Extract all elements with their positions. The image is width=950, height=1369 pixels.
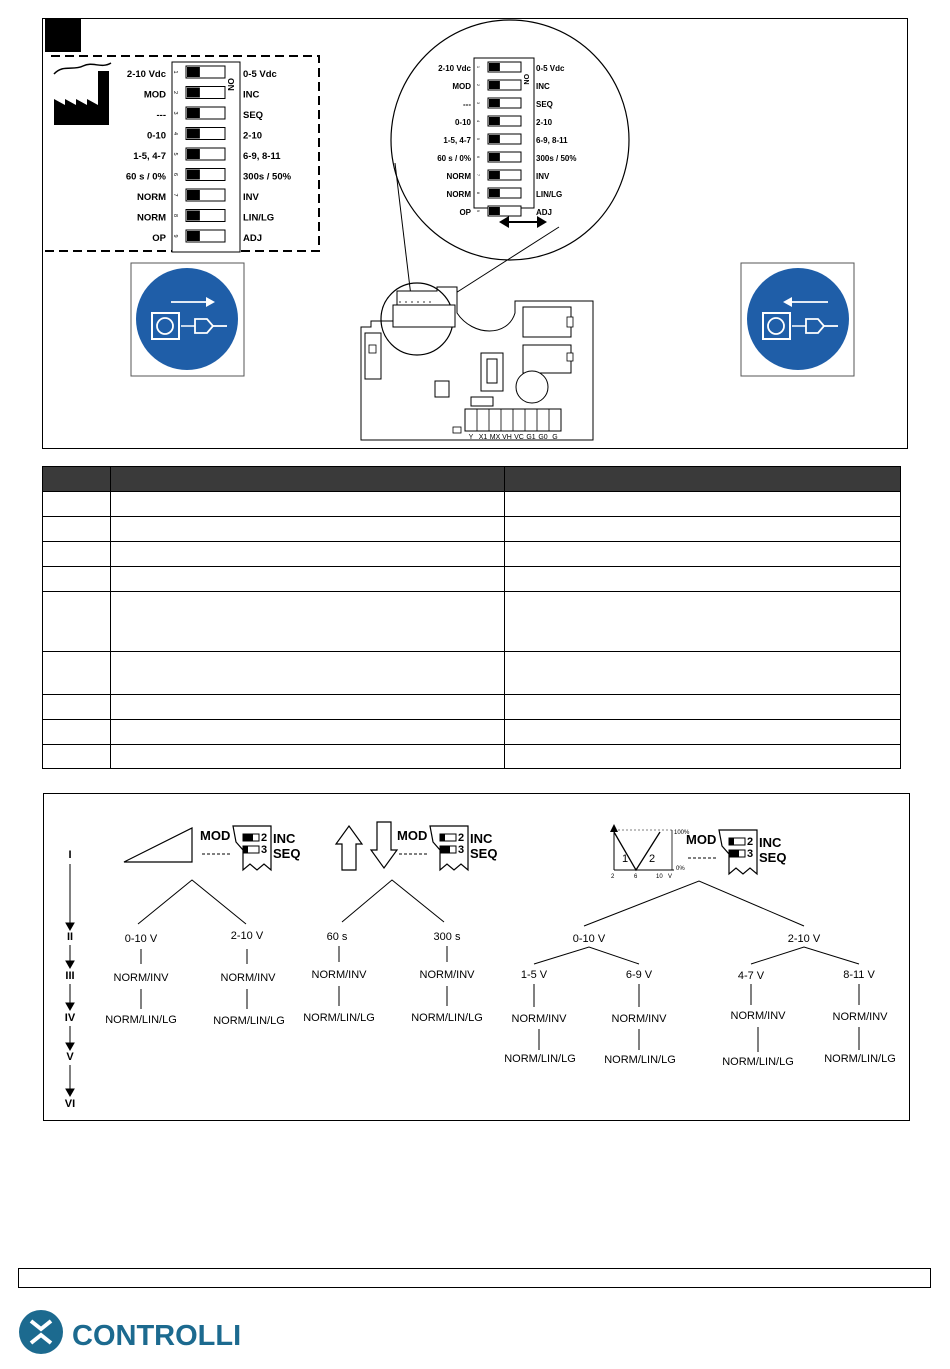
dip-switch-lever xyxy=(187,231,200,241)
switch-number-2: 2 xyxy=(261,832,268,844)
dip-switch-lever xyxy=(187,67,200,77)
sub-range-label: 1-5 V xyxy=(520,969,548,981)
terminal-label: VC xyxy=(514,434,524,441)
switch-label-on: LIN/LG xyxy=(243,212,275,224)
table-cell xyxy=(43,517,111,542)
logo-emblem xyxy=(19,1310,63,1354)
table-row xyxy=(43,695,901,720)
switch-number: 2 xyxy=(476,83,481,87)
terminal-label: G xyxy=(552,434,558,441)
terminal-label: G1 xyxy=(526,434,536,441)
controlli-logo xyxy=(18,1307,318,1357)
on-label: ON xyxy=(522,74,529,85)
inc-label: INC xyxy=(470,831,493,846)
table-cell xyxy=(43,567,111,592)
switch-label-off: 0-10 xyxy=(146,130,166,142)
factory-icon xyxy=(54,63,111,125)
table-cell xyxy=(43,695,111,720)
dip-switch-lever xyxy=(187,190,200,200)
switch-number: 3 xyxy=(172,111,178,115)
dip-switch-lever xyxy=(489,171,500,179)
range-label: 2-10 V xyxy=(787,933,821,945)
switch-label-off: OP xyxy=(459,208,471,217)
dip-switch-lever xyxy=(489,207,500,215)
table-cell xyxy=(505,592,901,652)
mod-label: MOD xyxy=(200,828,231,843)
level-label: V xyxy=(66,1051,74,1063)
table-cell xyxy=(43,492,111,517)
table-row xyxy=(43,720,901,745)
inc-label: INC xyxy=(273,831,296,846)
switch-label-on: ADJ xyxy=(243,233,263,244)
inc-label: INC xyxy=(759,835,782,850)
switch-label-on: 6-9, 8-11 xyxy=(536,136,568,145)
circuit-board xyxy=(361,283,593,441)
terminal-label: X1 xyxy=(478,434,488,441)
direction-label: NORM/INV xyxy=(730,1010,786,1022)
level-label: II xyxy=(66,931,74,943)
terminal-label: G0 xyxy=(538,434,548,441)
dip-switch-lever xyxy=(489,81,500,89)
switch-label-off: NORM xyxy=(136,212,166,224)
time-label: 60 s xyxy=(326,931,348,943)
graph-zone-label: 2 xyxy=(649,853,656,865)
switch-number-3: 3 xyxy=(747,848,754,860)
table-row xyxy=(43,567,901,592)
plug-insert-icon xyxy=(131,263,244,376)
dip-switch-lever xyxy=(489,189,500,197)
switch-label-on: 2-10 xyxy=(536,118,553,127)
switch-label-off: 60 s / 0% xyxy=(125,171,166,183)
switch-number: 9 xyxy=(172,234,178,238)
table-cell xyxy=(111,720,505,745)
table-cell xyxy=(111,567,505,592)
terminal-label: MX xyxy=(489,434,501,441)
switch-label-on: SEQ xyxy=(536,100,553,109)
table-cell xyxy=(111,542,505,567)
sub-range-label: 6-9 V xyxy=(625,969,653,981)
table-cell xyxy=(111,652,505,695)
configuration-tree-diagram xyxy=(43,793,910,1121)
plug-remove-icon xyxy=(741,263,854,376)
switch-label-on: 0-5 Vdc xyxy=(536,64,565,73)
switch-label-on: 6-9, 8-11 xyxy=(243,151,281,162)
switch-label-off: MOD xyxy=(143,89,166,101)
table-cell xyxy=(505,745,901,769)
table-cell xyxy=(111,517,505,542)
mode-key-inc xyxy=(397,826,497,870)
characteristic-label: NORM/LIN/LG xyxy=(604,1054,676,1066)
switch-number-3: 3 xyxy=(458,844,465,856)
table-header-cell xyxy=(505,467,901,492)
board-dip-switch xyxy=(393,305,455,327)
level-label: III xyxy=(65,970,75,982)
table-row xyxy=(43,542,901,567)
table-cell xyxy=(111,695,505,720)
terminal-label: VH xyxy=(502,434,512,441)
dip-switch-lever xyxy=(489,99,500,107)
dip-switch-illustration xyxy=(43,19,909,450)
level-label: IV xyxy=(64,1012,76,1024)
direction-label: NORM/INV xyxy=(511,1013,567,1025)
switch-number: 8 xyxy=(476,191,481,195)
table-cell xyxy=(111,745,505,769)
switch-label-off: NORM xyxy=(136,192,166,203)
characteristic-label: NORM/LIN/LG xyxy=(213,1015,285,1027)
time-label: 300 s xyxy=(433,931,461,943)
graph-tick-label: 6 xyxy=(634,874,638,880)
dip-switch-lever xyxy=(187,108,200,118)
switch-number: 1 xyxy=(476,65,481,69)
switch-label-on: SEQ xyxy=(243,110,264,121)
level-label: VI xyxy=(64,1098,76,1110)
table-cell xyxy=(111,592,505,652)
switch-number: 4 xyxy=(172,131,178,136)
direction-label: NORM/INV xyxy=(419,969,475,981)
switch-number-2: 2 xyxy=(458,832,465,844)
table-cell xyxy=(43,720,111,745)
table-row xyxy=(43,492,901,517)
switch-label-off: 2-10 Vdc xyxy=(438,64,471,73)
direction-label: NORM/INV xyxy=(611,1013,667,1025)
factory-dip-switch xyxy=(126,62,292,252)
switch-label-on: INV xyxy=(243,192,259,203)
seq-label: SEQ xyxy=(273,846,301,861)
table-cell xyxy=(43,745,111,769)
on-label: ON xyxy=(226,78,236,91)
graph-zone-label: 1 xyxy=(622,853,629,865)
switch-number: 5 xyxy=(172,152,178,156)
seq-label: SEQ xyxy=(759,850,787,865)
switch-label-off: 0-10 xyxy=(454,118,471,127)
switch-number: 5 xyxy=(476,137,481,141)
mod-label: MOD xyxy=(686,832,717,847)
level-axis xyxy=(65,849,76,1110)
switch-label-off: 1-5, 4-7 xyxy=(443,136,471,145)
switch-number-2: 2 xyxy=(747,836,754,848)
switch-label-off: NORM xyxy=(446,172,471,181)
table-cell xyxy=(505,720,901,745)
sub-range-label: 4-7 V xyxy=(737,970,765,982)
table-row xyxy=(43,652,901,695)
characteristic-label: NORM/LIN/LG xyxy=(504,1053,576,1065)
characteristic-label: NORM/LIN/LG xyxy=(303,1012,375,1024)
seq-graph-icon xyxy=(610,824,690,880)
switch-number-3: 3 xyxy=(261,844,268,856)
terminal-label: Y xyxy=(468,434,474,441)
dip-switch-lever xyxy=(187,170,200,180)
mod-label: MOD xyxy=(397,828,428,843)
range-label: 0-10 V xyxy=(572,933,606,945)
characteristic-label: NORM/LIN/LG xyxy=(824,1053,896,1065)
dip-switch-lever xyxy=(187,129,200,139)
table-row xyxy=(43,592,901,652)
characteristic-label: NORM/LIN/LG xyxy=(411,1012,483,1024)
table-cell xyxy=(111,492,505,517)
table-cell xyxy=(505,492,901,517)
table-cell xyxy=(43,542,111,567)
switch-number: 1 xyxy=(172,70,178,74)
table-header-row xyxy=(43,467,901,492)
switch-label-off: 2-10 Vdc xyxy=(126,69,166,80)
range-label: 0-10 V xyxy=(124,933,158,945)
switch-label-on: LIN/LG xyxy=(536,190,563,199)
graph-top-label: 100% xyxy=(674,830,690,836)
direction-label: NORM/INV xyxy=(832,1011,888,1023)
settings-table xyxy=(42,466,901,769)
switch-number: 8 xyxy=(172,213,178,218)
dip-switch-lever xyxy=(187,149,200,159)
table-header-cell xyxy=(111,467,505,492)
table-row xyxy=(43,745,901,769)
footer-bar xyxy=(18,1268,931,1288)
table-cell xyxy=(505,652,901,695)
inc-arrows-icon xyxy=(336,822,397,870)
graph-unit-label: V xyxy=(668,874,673,880)
characteristic-label: NORM/LIN/LG xyxy=(105,1014,177,1026)
switch-label-on: 2-10 xyxy=(243,130,263,142)
switch-label-on: INC xyxy=(243,89,260,101)
switch-label-on: 300s / 50% xyxy=(243,171,292,183)
switch-label-on: INC xyxy=(536,82,550,91)
switch-label-off: NORM xyxy=(446,190,471,199)
switch-label-on: 0-5 Vdc xyxy=(243,69,277,80)
characteristic-label: NORM/LIN/LG xyxy=(722,1056,794,1068)
switch-label-on: ADJ xyxy=(536,208,553,217)
switch-number: 6 xyxy=(172,172,178,177)
switch-label-off: --- xyxy=(463,100,471,109)
table-header-cell xyxy=(43,467,111,492)
switch-label-off: 1-5, 4-7 xyxy=(133,151,166,162)
switch-number: 9 xyxy=(476,209,481,213)
dip-switch-lever xyxy=(489,135,500,143)
table-cell xyxy=(505,695,901,720)
configuration-tree xyxy=(44,794,911,1122)
sub-range-label: 8-11 V xyxy=(843,969,875,981)
switch-number: 7 xyxy=(172,193,178,197)
direction-label: NORM/INV xyxy=(220,972,276,984)
direction-label: NORM/INV xyxy=(311,969,367,981)
switch-number: 4 xyxy=(476,119,481,123)
table-cell xyxy=(43,592,111,652)
logo-text: CONTROLLI xyxy=(72,1320,242,1352)
mode-key-mod xyxy=(200,826,300,870)
level-label: I xyxy=(68,849,72,861)
dip-switch-lever xyxy=(489,63,500,71)
switch-label-on: 300s / 50% xyxy=(536,154,577,163)
graph-bottom-label: 0% xyxy=(676,866,685,872)
switch-number: 6 xyxy=(476,155,481,159)
figure-badge xyxy=(45,19,81,52)
range-label: 2-10 V xyxy=(230,930,264,942)
dip-switch-lever xyxy=(489,153,500,161)
seq-label: SEQ xyxy=(470,846,498,861)
graph-tick-label: 10 xyxy=(656,874,663,880)
switch-number: 2 xyxy=(172,90,178,95)
table-cell xyxy=(505,567,901,592)
dip-switch-lever xyxy=(187,88,200,98)
table-cell xyxy=(505,517,901,542)
dip-switch-figure xyxy=(42,18,908,449)
direction-label: NORM/INV xyxy=(113,972,169,984)
mode-key-seq xyxy=(686,830,786,874)
switch-number: 7 xyxy=(476,173,481,177)
mod-ramp-icon xyxy=(124,828,192,862)
controlli-logo-mark xyxy=(18,1307,318,1357)
switch-label-off: --- xyxy=(156,110,166,121)
graph-tick-label: 2 xyxy=(611,874,615,880)
switch-label-on: INV xyxy=(536,172,550,181)
table-cell xyxy=(43,652,111,695)
switch-label-off: MOD xyxy=(452,82,471,91)
switch-label-off: 60 s / 0% xyxy=(437,154,471,163)
table-row xyxy=(43,517,901,542)
table-cell xyxy=(505,542,901,567)
dip-switch-lever xyxy=(187,211,200,221)
tree-labels xyxy=(105,930,896,1068)
switch-label-off: OP xyxy=(152,233,166,244)
dip-switch-lever xyxy=(489,117,500,125)
switch-number: 3 xyxy=(476,101,481,105)
